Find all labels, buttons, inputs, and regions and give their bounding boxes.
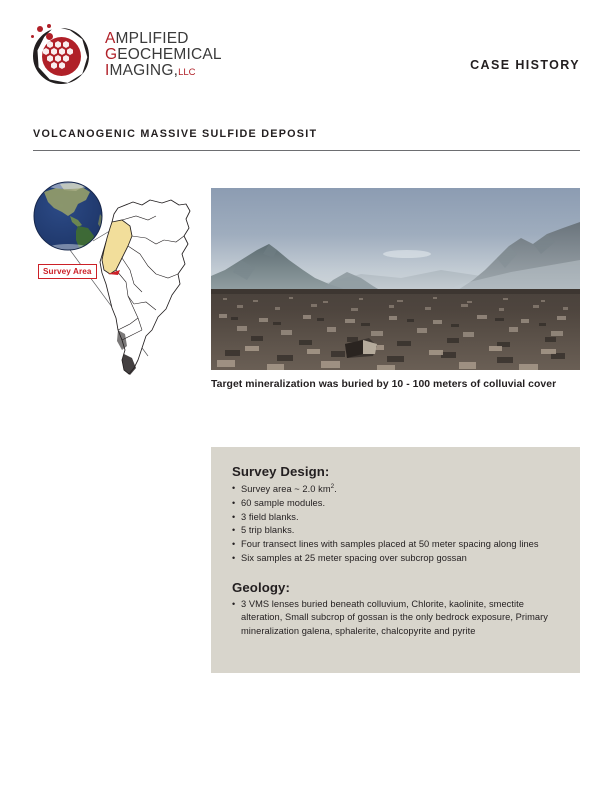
geology-heading: Geology: <box>232 579 290 595</box>
site-photograph <box>211 188 580 370</box>
logo-line-geochemical: GEOCHEMICAL <box>105 46 222 64</box>
survey-design-heading: Survey Design: <box>232 464 330 479</box>
survey-area-callout: Survey Area <box>38 264 97 279</box>
list-item: • Survey area ~ 2.0 $km^2$. <box>232 482 560 497</box>
list-item: • Four transect lines with samples placed at 50 meter spacing along lines <box>232 538 560 552</box>
list-item: • 3 VMS lenses buried beneath colluvium, Chlorite, kaolinite, smectite alteration, Small subcrop of gossan is the only bedrock exposure, Primary mineralization galena, sphalerite, chalcopyrite and pyrite <box>232 598 560 639</box>
list-item: • 60 sample modules. <box>232 497 560 511</box>
logo-wordmark <box>105 31 222 78</box>
document-type-label: CASE HISTORY <box>470 58 580 72</box>
list-item: • 5 trip blanks. <box>232 524 560 538</box>
page-title: VOLCANOGENIC MASSIVE SULFIDE DEPOSIT <box>33 128 318 140</box>
photo-caption: Target mineralization was buried by 10 - 100 meters of colluvial cover <box>211 379 557 390</box>
survey-info-panel <box>211 447 580 673</box>
title-divider <box>33 150 580 151</box>
logo-dot-3 <box>46 33 53 40</box>
page-header <box>0 0 612 110</box>
company-logo <box>29 22 222 88</box>
location-map <box>30 178 202 378</box>
list-item: • Six samples at 25 meter spacing over subcrop gossan <box>232 552 560 566</box>
logo-dot-1 <box>37 26 43 32</box>
logo-red-disc <box>42 37 81 76</box>
geology-list <box>232 598 560 639</box>
survey-design-list <box>232 482 560 566</box>
logo-dot-2 <box>47 24 51 28</box>
amplified-geochemical-imaging-logo-icon <box>29 22 95 88</box>
desert-landscape-image <box>211 188 580 370</box>
logo-line-amplified: AMPLIFIED <box>105 30 189 48</box>
logo-dot-4 <box>31 35 34 38</box>
logo-line-imaging: IMAGING,LLC <box>105 61 196 79</box>
list-item: • 3 field blanks. <box>232 511 560 525</box>
